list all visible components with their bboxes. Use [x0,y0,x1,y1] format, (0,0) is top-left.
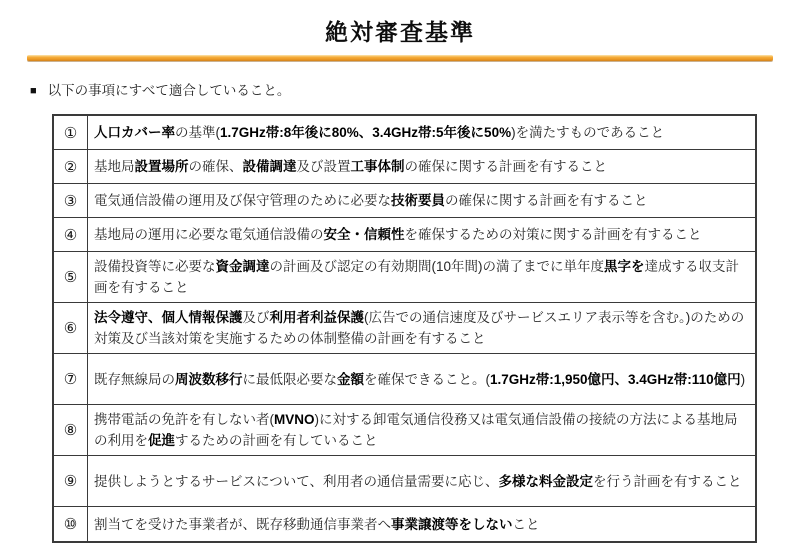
row-text: 割当てを受けた事業者が、既存移動通信事業者へ事業譲渡等をしないこと [88,507,757,543]
table-row [53,507,756,543]
row-text: 法令遵守、個人情報保護及び利用者利益保護(広告での通信速度及びサービスエリア表示等を含む。)のための対策及び当該対策を実施するための体制整備の計画を有すること [88,303,757,354]
row-number: ⑤ [53,252,88,303]
table-row [53,184,756,218]
row-number: ⑨ [53,456,88,507]
square-bullet-icon: ■ [30,85,37,97]
row-text: 基地局設置場所の確保、設備調達及び設置工事体制の確保に関する計画を有すること [88,150,757,184]
row-text: 携帯電話の免許を有しない者(MVNO)に対する卸電気通信役務又は電気通信設備の接続の方法による基地局の利用を促進するための計画を有していること [88,405,757,456]
row-number: ④ [53,218,88,252]
row-text: 既存無線局の周波数移行に最低限必要な金額を確保できること。(1.7GHz帯:1,950億円、3.4GHz帯:110億円) [88,354,757,405]
row-text: 提供しようとするサービスについて、利用者の通信量需要に応じ、多様な料金設定を行う計画を有すること [88,456,757,507]
title-underline-bar [27,55,773,61]
row-number: ① [53,115,88,150]
intro-text: 以下の事項にすべて適合していること。 [47,83,291,98]
row-text: 人口カバー率の基準(1.7GHz帯:8年後に80%、3.4GHz帯:5年後に50%)を満たすものであること [88,115,757,150]
row-number: ⑩ [53,507,88,543]
table-row [53,252,756,303]
row-text: 設備投資等に必要な資金調達の計画及び認定の有効期間(10年間)の満了までに単年度黒字を達成する収支計画を有すること [88,252,757,303]
row-number: ⑧ [53,405,88,456]
row-text: 基地局の運用に必要な電気通信設備の安全・信頼性を確保するための対策に関する計画を有すること [88,218,757,252]
row-number: ② [53,150,88,184]
row-number: ⑥ [53,303,88,354]
row-number: ③ [53,184,88,218]
table-row [53,354,756,405]
table-row [53,405,756,456]
table-row [53,218,756,252]
row-text: 電気通信設備の運用及び保守管理のために必要な技術要員の確保に関する計画を有すること [88,184,757,218]
intro-line [30,79,290,99]
page-title: 絶対審査基準 [325,19,475,45]
criteria-table [52,114,757,543]
table-row [53,150,756,184]
table-row [53,115,756,150]
table-row [53,303,756,354]
row-number: ⑦ [53,354,88,405]
table-row [53,456,756,507]
